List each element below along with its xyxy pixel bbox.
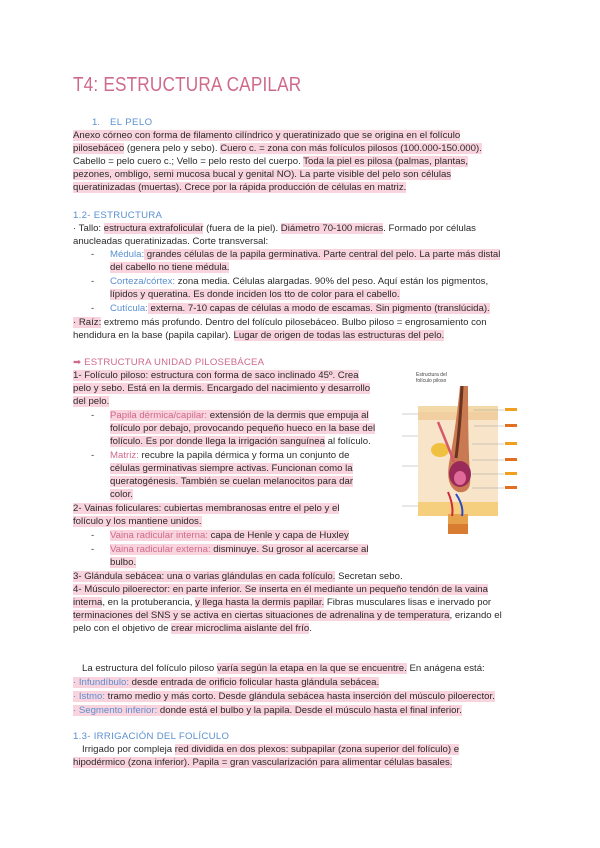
figure-caption-line: Estructura del <box>416 372 447 378</box>
text-span: varía según la etapa en la que se encuentre. <box>216 663 407 674</box>
text-span: pezones, ombligo, semi mucosa bucal y genital NO). La parte visible del pelo son células <box>73 169 452 180</box>
term-label: Vaina radicular externa: <box>110 544 211 555</box>
text-span: zona media. Células alargadas. 90% del peso. Aquí están los pigmentos, <box>175 276 489 287</box>
text-span: disminuye. Su grosor al acercarse al <box>210 544 369 555</box>
text-span: folículo. Es por donde llega la irrigación sanguínea <box>110 436 325 447</box>
text-span: , en la protuberancia, <box>102 597 196 608</box>
text-span: red dividida en dos plexos: subpapilar (zona superior del folículo) e <box>174 744 460 755</box>
text-span: pelo con el objetivo de <box>73 623 172 634</box>
text-span: pilosebáceo <box>73 143 125 154</box>
section-heading: 1.3- IRRIGACIÓN DEL FOLÍCULO <box>73 731 230 742</box>
section-heading: 1.2- ESTRUCTURA <box>73 210 163 221</box>
text-span: desde entrada de orificio folicular hasta glándula sebácea. <box>129 677 380 688</box>
text-span: recubre la papila dérmica y forma un conjunto de <box>138 450 350 461</box>
text-span: folículo y los mantiene unidos. <box>73 516 202 527</box>
text-span: tramo medio y más corto. Desde glándula sebácea hasta inserción del músculo piloerector. <box>104 691 495 702</box>
paragraph-line: anucleadas queratinizadas. Corte transversal: <box>73 236 269 247</box>
text-span: En anágena está: <box>406 663 485 674</box>
text-span: capa de Henle y capa de Huxley <box>207 530 349 541</box>
term-label: · Infundíbulo: <box>73 677 130 688</box>
term-label: Cutícula: <box>110 303 148 314</box>
text-span: 2- Vainas foliculares: cubiertas membranosas entre el pelo y el <box>73 503 340 514</box>
text-span: del cabello no tiene médula. <box>110 262 230 273</box>
text-span: folículo por debajo, provocando pequeño hueco en la base del <box>110 423 376 434</box>
text-span: externa. 7-10 capas de células a modo de escamas. Sin pigmento (translúcida). <box>147 303 490 314</box>
text-span: (genera pelo y sebo). <box>124 143 221 154</box>
text-span: Lugar de origen de todas las estructuras del pelo. <box>233 330 445 341</box>
text-span: bulbo. <box>110 557 137 568</box>
text-span: 1- Folículo piloso: estructura con forma de saco inclinado 45º. Crea <box>73 370 359 381</box>
document-page: T4: ESTRUCTURA CAPILAR 1. EL PELO Anexo córneo con forma de filamento cilíndrico y queratinizado que se origina en el folículo pilosebáceo (genera pelo y sebo). Cuero c. = zona con más folículos pilosos (100.000-150.000). Cabello = pelo cuero c.; Vello = pelo resto del cuerpo. Toda la piel es pilosa (palmas, plantas, pezones, ombligo, semi mucosa bucal y genital NO). La parte visible del pelo son células queratinizadas (muertas). Crece por la rápida producción de células en matriz. 1.2- ESTRUCTURA · Tallo: estructura extrafolicular (fuera de la piel). Diámetro 70-100 micras. Formado por células anucleadas queratinizadas. Corte transversal: - Médula: grandes células de la papila germinativa. Parte central del pelo. La parte más distal del cabello no tiene médula. - Corteza/córtex: zona media. Células alargadas. 90% del peso. Aquí están los pigmentos, lípidos y queratina. Es donde inciden los tto de color para el cabello. - Cutícula: externa. 7-10 capas de células a modo de escamas. Sin pigmento (translúcida). · Raíz: extremo más profundo. Dentro del folículo pilosebáceo. Bulbo piloso = engrosamiento con hendidura en la base (papila capilar). Lugar de origen de todas las estructuras del pelo. ➡ ESTRUCTURA UNIDAD PILOSEBÁCEA 1- Folículo piloso: estructura con forma de saco inclinado 45º. Crea pelo y sebo. Está en la dermis. Encargado del nacimiento y desarrollo del pelo. - Papila dérmica/capilar: extensión de la dermis que empuja al folículo por debajo, provocando pequeño hueco en la base del folículo. Es por donde llega la irrigación sanguínea al folículo. - Matriz: recubre la papila dérmica y forma un conjunto de células germinativas siempre activas. Funcionan como la queratogénesis. También se cuelan melanocitos para dar color. 2- Vainas foliculares: cubiertas membranosas entre el pelo y el folículo y los mantiene unidos. - Vaina radicular interna: capa de Henle y capa de Huxley - Vaina radicular externa: disminuye. Su grosor al acercarse al bulbo. 3- Glándula sebácea: una o varias glándulas en cada folículo. Secretan sebo. 4- Músculo piloerector: en parte inferior. Se inserta en él mediante un pequeño tendón de la vaina interna, en la protuberancia, y llega hasta la dermis papilar. Fibras musculares lisas e inervado por terminaciones del SNS y se activa en ciertas situaciones de adrenalina y de temperatura, erizando el pelo con el objetivo de crear microclima aislante del frío. Estructura del folículo piloso La estructura del folículo piloso varía según la etapa en la que se encuentre. En anágena está: · Infundíbulo: desde entrada de orificio folicular hasta glándula sebácea. · Istmo: tramo medio y más corto. Desde glándula sebácea hasta inserción del músculo piloerector. · Segmento inferior: donde está el bulbo y la papila. Desde el músculo hasta el final inferior. 1.3- IRRIGACIÓN DEL FOLÍCULO Irrigado por compleja red dividida en dos plexos: subpapilar (zona superior del folículo) e hipodérmico (zona inferior). Papila = gran vascularización para alimentar células basales. <box>0 0 600 848</box>
text-span: extremo más profundo. Dentro del folículo pilosebáceo. Bulbo piloso = engrosamiento con <box>101 317 487 328</box>
text-span: del pelo. <box>73 396 110 407</box>
text-span: grandes células de la papila germinativa. Parte central del pelo. La parte más distal <box>144 249 501 260</box>
text-span: pelo y sebo. Está en la dermis. Encargado del nacimiento y desarrollo <box>73 383 371 394</box>
text-span: queratogénesis. También se cuelan melanocitos para dar <box>110 476 354 487</box>
term-label: Papila dérmica/capilar: <box>110 410 208 421</box>
text-span: queratinizadas (muertas). Crece por la rápida producción de células en matriz. <box>73 182 407 193</box>
text-span: Irrigado por compleja <box>82 744 175 755</box>
text-span: terminaciones del SNS y se activa en ciertas situaciones de adrenalina y de temperatura <box>73 610 450 621</box>
text-span: Toda la piel es pilosa (palmas, plantas, <box>303 156 469 167</box>
text-span: color. <box>110 489 133 500</box>
text-span: 4- Músculo piloerector: en parte inferior. Se inserta en él mediante un pequeño <box>73 584 407 595</box>
text-span: al folículo. <box>324 436 371 447</box>
term-label: · Raíz: <box>73 317 102 328</box>
text-span: (fuera de la piel). <box>203 223 281 234</box>
text-span: extensión de la dermis que empuja al <box>207 410 369 421</box>
hair-follicle-diagram <box>398 366 518 544</box>
text-span: Fibras musculares lisas e inervado por <box>324 597 492 608</box>
text-span: donde está el bulbo y la papila. Desde el músculo hasta el final inferior. <box>157 705 462 716</box>
term-label: Corteza/córtex: <box>110 276 176 287</box>
text-span: . Formado por células <box>383 223 476 234</box>
text-span: tendón de la vaina <box>406 584 488 595</box>
text-span: células germinativas siempre activas. Funcionan como la <box>110 463 353 474</box>
text-span: lípidos y queratina. Es donde inciden los tto de color para el cabello. <box>110 289 400 300</box>
text-span: 3- Glándula sebácea: una o varias glándulas en cada folículo. <box>73 571 336 582</box>
section-heading: ➡ ESTRUCTURA UNIDAD PILOSEBÁCEA <box>73 357 265 368</box>
section-heading: EL PELO <box>110 117 153 128</box>
page-title: T4: ESTRUCTURA CAPILAR <box>73 74 302 96</box>
text-span: Cabello = pelo cuero c.; Vello = pelo resto del cuerpo. <box>73 156 304 167</box>
text-span: hendidura en la base (papila capilar). <box>73 330 234 341</box>
text-span: estructura extrafolicular <box>103 223 204 234</box>
text-span: Cuero c. = zona con más folículos pilosos (100.000-150.000). <box>220 143 482 154</box>
text-span: Secretan sebo. <box>335 571 403 582</box>
text-span: . <box>309 623 312 634</box>
term-label: Matriz: <box>110 450 139 461</box>
text-span: · Tallo: <box>73 223 104 234</box>
term-label: Médula: <box>110 249 145 260</box>
term-label: · Segmento inferior: <box>73 705 158 716</box>
figure-caption-line: folículo piloso <box>416 378 447 384</box>
text-span: , erizando el <box>449 610 502 621</box>
term-label: · Istmo: <box>73 691 105 702</box>
paragraph-line: Anexo córneo con forma de filamento cilíndrico y queratinizado que se origina en el folículo <box>73 130 461 141</box>
text-span: y llega hasta la dermis papilar. <box>195 597 325 608</box>
text-span: crear microclima aislante del frío <box>171 623 310 634</box>
text-span: hipodérmico (zona inferior). Papila = gran vascularización para alimentar células basales. <box>73 757 453 768</box>
section-number: 1. <box>92 117 101 128</box>
term-label: Vaina radicular interna: <box>110 530 208 541</box>
text-span: La estructura del folículo piloso <box>82 663 217 674</box>
text-span: interna <box>73 597 103 608</box>
text-span: Diámetro 70-100 micras <box>280 223 384 234</box>
